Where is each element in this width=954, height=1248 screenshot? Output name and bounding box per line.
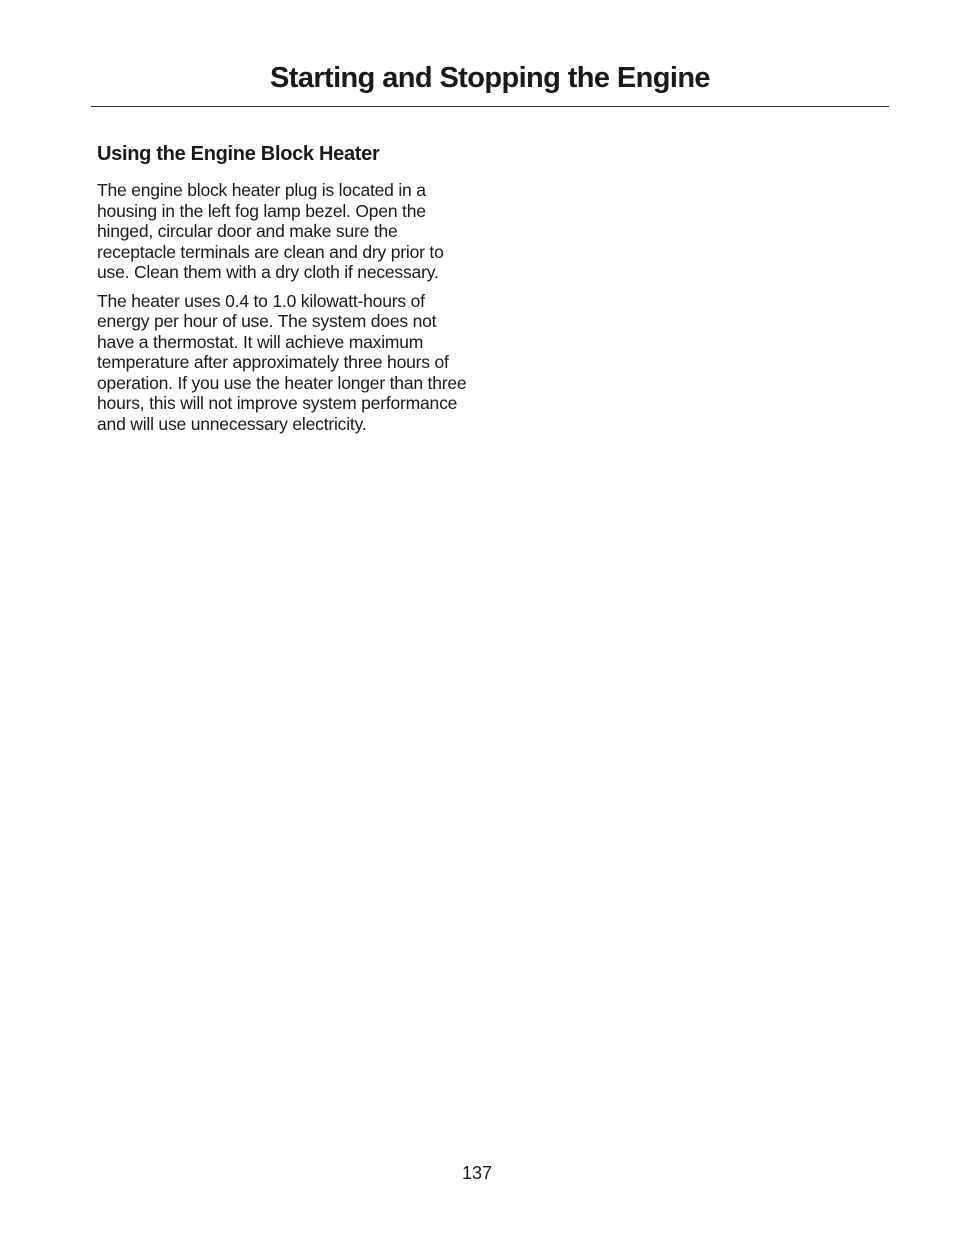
page-header: [91, 58, 889, 107]
page-number: 137: [461, 1163, 493, 1183]
page-title: Starting and Stopping the Engine: [270, 62, 710, 94]
content-column: [97, 140, 477, 442]
section-heading: Using the Engine Block Heater: [97, 143, 380, 165]
paragraph-block-heater-location: The engine block heater plug is located in a housing in the left fog lamp bezel. Open the hinged, circular door and make sure the receptacle terminals are clean and dry prior to use. Clean them with a dry cloth if necessary.: [97, 180, 444, 282]
paragraph-heater-energy-use: The heater uses 0.4 to 1.0 kilowatt-hours of energy per hour of use. The system does not have a thermostat. It will achieve maximum temperature after approximately three hours of operation. If you use the heater longer than three hours, this will not improve system performance and will use unnecessary electricity.: [97, 290, 467, 434]
